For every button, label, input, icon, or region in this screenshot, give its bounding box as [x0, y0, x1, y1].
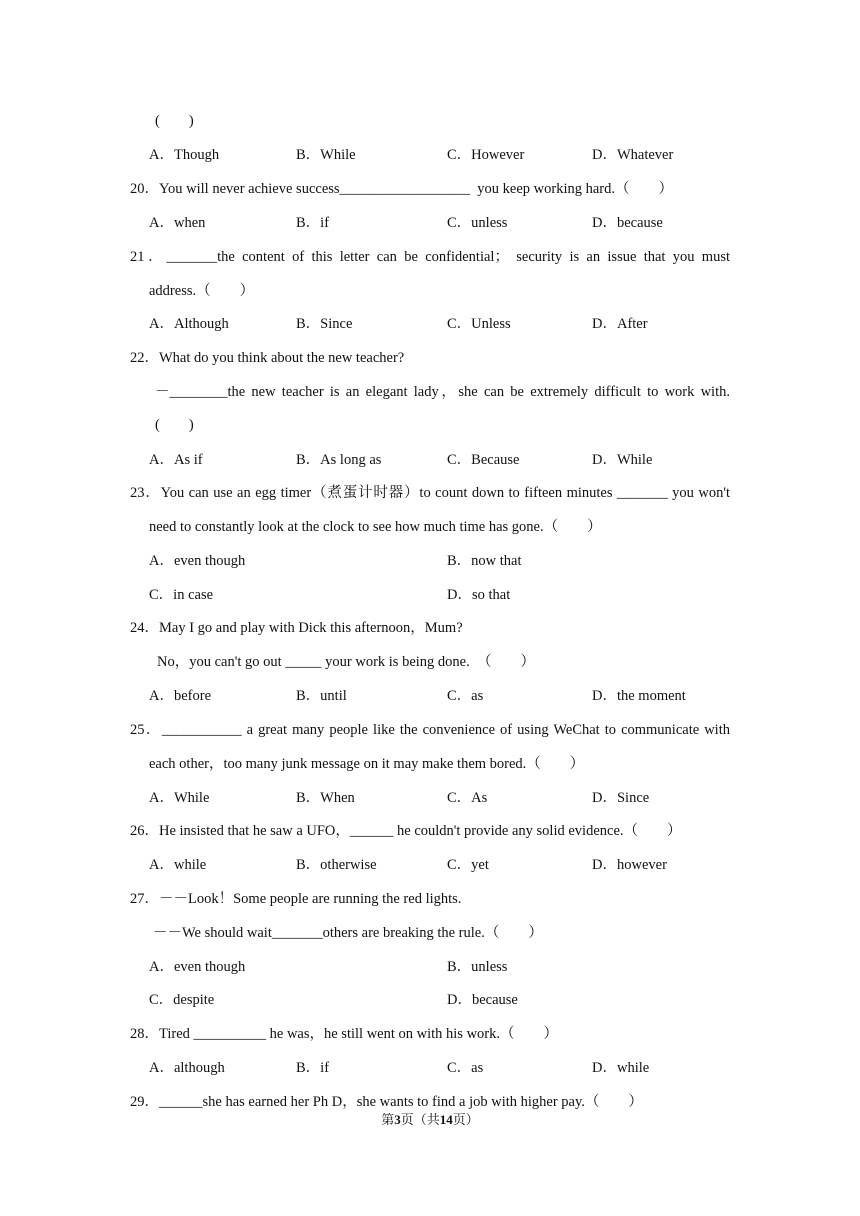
q24-stem-line2: No，you can't go out _____ your work is being done. （ ） [157, 654, 535, 670]
q25-option-d: D．Since [592, 790, 650, 806]
q19-option-d: D．Whatever [592, 147, 674, 163]
q28-option-d: D．while [592, 1060, 650, 1076]
q25-option-b: B．When [296, 790, 355, 806]
q24-option-a: A．before [149, 688, 212, 704]
q26-option-a: A．while [149, 857, 207, 873]
q23-stem-line2: need to constantly look at the clock to see how much time has gone.（ ） [149, 519, 602, 535]
q24-option-c: C．as [447, 688, 484, 704]
q27-option-a: A．even though [149, 959, 246, 975]
q22-option-b: B．As long as [296, 452, 382, 468]
q23-option-a: A．even though [149, 553, 246, 569]
q20-option-a: A．when [149, 215, 206, 231]
q23-stem-line1: 23．You can use an egg timer（煮蛋计时器）to count down to fifteen minutes _______ you won't [130, 485, 730, 501]
q20-option-c: C．unless [447, 215, 508, 231]
q19-option-a: A．Though [149, 147, 220, 163]
q21-option-b: B．Since [296, 316, 353, 332]
q26-option-d: D．however [592, 857, 667, 873]
q27-option-d: D．because [447, 992, 518, 1008]
q22-option-c: C．Because [447, 452, 520, 468]
q27-option-b: B．unless [447, 959, 508, 975]
footer-page-number: 3 [394, 1112, 401, 1127]
q27-stem-line2: －－We should wait_______others are breaking the rule.（ ） [153, 925, 543, 941]
q22-stem-line2: －________the new teacher is an elegant lady，she can be extremely difficult to work with. [155, 384, 730, 400]
q21-option-c: C．Unless [447, 316, 511, 332]
q25-stem-line1: 25．___________ a great many people like the convenience of using WeChat to communicate with [130, 722, 730, 738]
q27-stem-line1: 27．－－Look！Some people are running the red lights. [130, 891, 462, 907]
q24-option-b: B．until [296, 688, 347, 704]
q23-option-c: C．in case [149, 587, 214, 603]
q28-option-b: B．if [296, 1060, 330, 1076]
footer-suffix: 页） [452, 1112, 479, 1127]
q27-option-c: C．despite [149, 992, 215, 1008]
q28-option-c: C．as [447, 1060, 484, 1076]
q28-stem: 28．Tired __________ he was，he still went on with his work.（ ） [130, 1026, 559, 1042]
page-footer [0, 1112, 860, 1128]
q19-answer-paren: ( ) [155, 113, 194, 129]
q20-option-b: B．if [296, 215, 330, 231]
q29-stem: 29．______she has earned her Ph D，she wants to find a job with higher pay.（ ） [130, 1094, 643, 1110]
q19-option-b: B．While [296, 147, 356, 163]
q22-option-a: A．As if [149, 452, 203, 468]
q20-stem: 20．You will never achieve success__________________ you keep working hard.（ ） [130, 181, 673, 197]
q25-option-c: C．As [447, 790, 488, 806]
q28-option-a: A．although [149, 1060, 225, 1076]
q24-stem-line1: 24．May I go and play with Dick this afternoon，Mum? [130, 620, 463, 636]
q22-stem-line1: 22．What do you think about the new teacher? [130, 350, 405, 366]
q22-option-d: D．While [592, 452, 653, 468]
q25-option-a: A．While [149, 790, 210, 806]
q21-option-d: D．After [592, 316, 648, 332]
q21-option-a: A．Although [149, 316, 229, 332]
q22-answer-paren: ( ) [155, 417, 194, 433]
q21-stem-line2: address.（ ） [149, 283, 255, 299]
footer-total-pages: 14 [439, 1112, 453, 1127]
footer-prefix: 第 [381, 1112, 395, 1127]
footer-middle: 页（共 [400, 1112, 440, 1127]
q25-stem-line2: each other，too many junk message on it may make them bored.（ ） [149, 756, 585, 772]
q23-option-d: D．so that [447, 587, 511, 603]
q23-option-b: B．now that [447, 553, 522, 569]
q26-option-c: C．yet [447, 857, 489, 873]
q20-option-d: D．because [592, 215, 663, 231]
q21-stem-line1: 21．_______the content of this letter can be confidential； security is an issue that you must [130, 249, 730, 265]
q19-option-c: C．However [447, 147, 525, 163]
q24-option-d: D．the moment [592, 688, 686, 704]
q26-stem: 26．He insisted that he saw a UFO，______ he couldn't provide any solid evidence.（ ） [130, 823, 682, 839]
q26-option-b: B．otherwise [296, 857, 377, 873]
